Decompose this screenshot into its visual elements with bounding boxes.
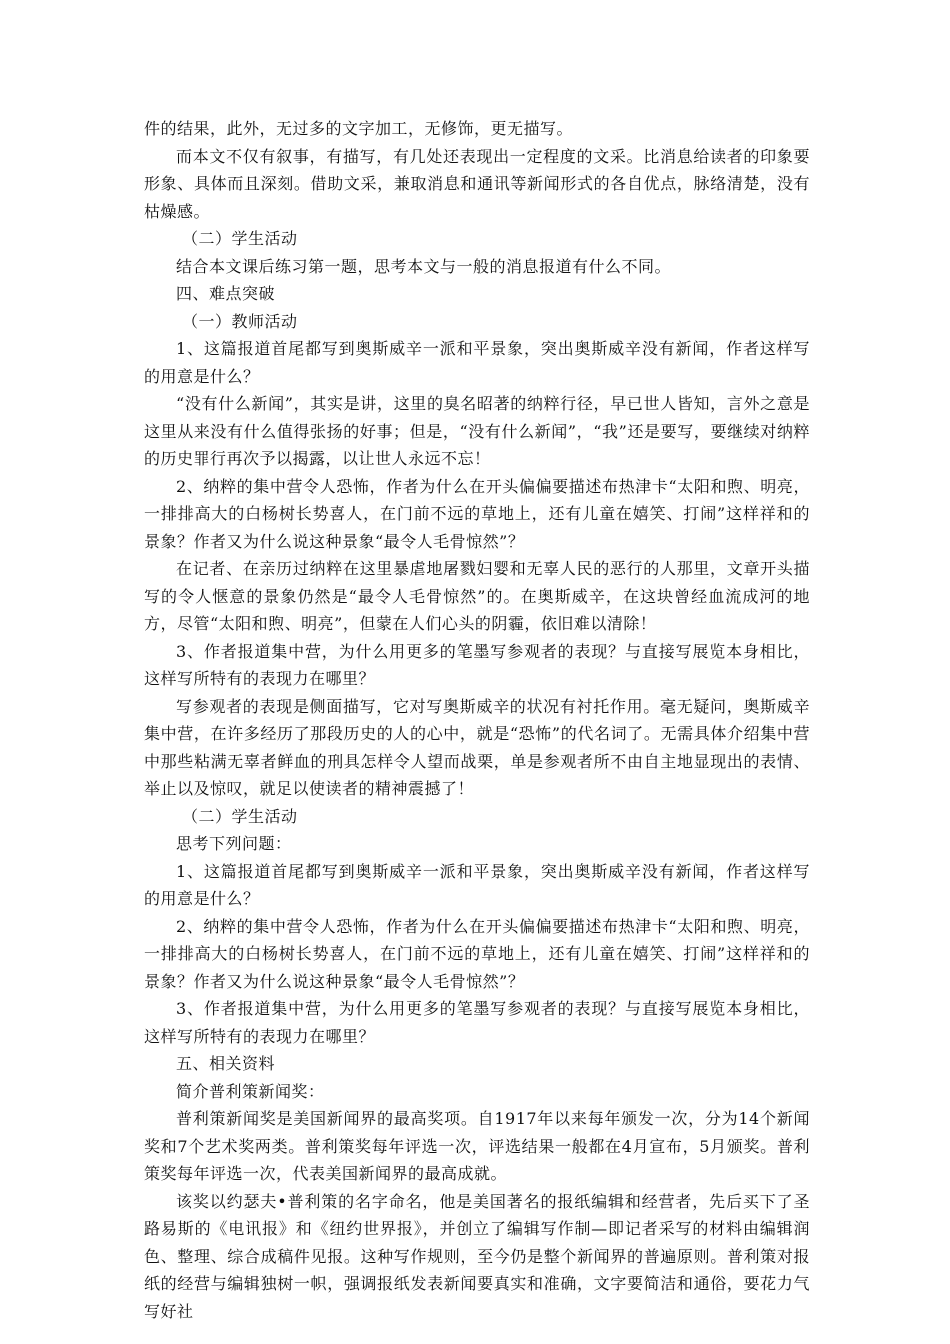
- answer-paragraph: 写参观者的表现是侧面描写，它对写奥斯威辛的状况有衬托作用。毫无疑问，奥斯威辛集中营，在许多经历了那段历史的人的心中，就是“恐怖”的代名词了。无需具体介绍集中营中那些粘满无辜者鲜血的刑具怎样令人望而战栗，单是参观者所不由自主地显现出的表情、举止以及惊叹，就足以使读者的精神震撼了！: [144, 696, 810, 798]
- question-paragraph: 1、这篇报道首尾都写到奥斯威辛一派和平景象，突出奥斯威辛没有新闻，作者这样写的用意是什么？: [144, 339, 810, 386]
- question-paragraph: 3、作者报道集中营，为什么用更多的笔墨写参观者的表现？与直接写展览本身相比，这样写所特有的表现力在哪里？: [144, 999, 810, 1046]
- section-subheading: （一）教师活动: [182, 311, 298, 331]
- question-paragraph: 2、纳粹的集中营令人恐怖，作者为什么在开头偏偏要描述布热津卡“太阳和煦、明亮，一排排高大的白杨树长势喜人，在门前不远的草地上，还有儿童在嬉笑、打闹”这样祥和的景象？作者又为什么说这种景象“最令人毛骨惊然”？: [144, 476, 810, 551]
- paragraph: 该奖以约瑟夫•普利策的名字命名，他是美国著名的报纸编辑和经营者，先后买下了圣路易斯的《电讯报》和《纽约世界报》，并创立了编辑写作制—即记者采写的材料由编辑润色、整理、综合成稿件见报。这种写作规则，至今仍是整个新闻界的普遍原则。普利策对报纸的经营与编辑独树一帜，强调报纸发表新闻要真实和准确，文字要简洁和通俗，要花力气写好社: [144, 1191, 810, 1321]
- paragraph: 而本文不仅有叙事，有描写，有几处还表现出一定程度的文采。比消息给读者的印象要形象、具体而且深刻。借助文采，兼取消息和通讯等新闻形式的各自优点，脉络清楚，没有枯燥感。: [144, 146, 810, 221]
- paragraph: 普利策新闻奖是美国新闻界的最高奖项。自1917年以来每年颁发一次，分为14个新闻奖和7个艺术奖两类。普利策奖每年评选一次，评选结果一般都在4月宣布，5月颁奖。普利策奖每年评选一次，代表美国新闻界的最高成就。: [144, 1109, 810, 1183]
- question-paragraph: 1、这篇报道首尾都写到奥斯威辛一派和平景象，突出奥斯威辛没有新闻，作者这样写的用意是什么？: [144, 861, 810, 908]
- question-paragraph: 3、作者报道集中营，为什么用更多的笔墨写参观者的表现？与直接写展览本身相比，这样写所特有的表现力在哪里？: [144, 641, 810, 688]
- section-subheading: （二）学生活动: [182, 806, 298, 826]
- answer-paragraph: “没有什么新闻”，其实是讲，这里的臭名昭著的纳粹行径，早已世人皆知，言外之意是这里从来没有什么值得张扬的好事；但是，“没有什么新闻”，“我”还是要写，要继续对纳粹的历史罪行再次予以揭露，以让世人永远不忘！: [144, 394, 810, 468]
- paragraph: 简介普利策新闻奖：: [176, 1081, 325, 1101]
- question-paragraph: 2、纳粹的集中营令人恐怖，作者为什么在开头偏偏要描述布热津卡“太阳和煦、明亮，一排排高大的白杨树长势喜人，在门前不远的草地上，还有儿童在嬉笑、打闹”这样祥和的景象？作者又为什么说这种景象“最令人毛骨惊然”？: [144, 916, 810, 991]
- paragraph: 结合本文课后练习第一题，思考本文与一般的消息报道有什么不同。: [176, 256, 672, 276]
- document-body: [144, 115, 810, 1325]
- section-heading: 四、难点突破: [176, 284, 276, 303]
- answer-paragraph: 在记者、在亲历过纳粹在这里暴虐地屠戮妇婴和无辜人民的恶行的人那里，文章开头描写的令人惬意的景象仍然是“最令人毛骨惊然”的。在奥斯威辛，在这块曾经血流成河的地方，尽管“太阳和煦、明亮”，但蒙在人们心头的阴霾，依旧难以清除！: [144, 559, 810, 633]
- paragraph: 件的结果，此外，无过多的文字加工，无修饰，更无描写。: [144, 119, 574, 138]
- paragraph: 思考下列问题：: [176, 834, 292, 853]
- section-heading: 五、相关资料: [176, 1054, 276, 1073]
- section-subheading: （二）学生活动: [182, 229, 298, 248]
